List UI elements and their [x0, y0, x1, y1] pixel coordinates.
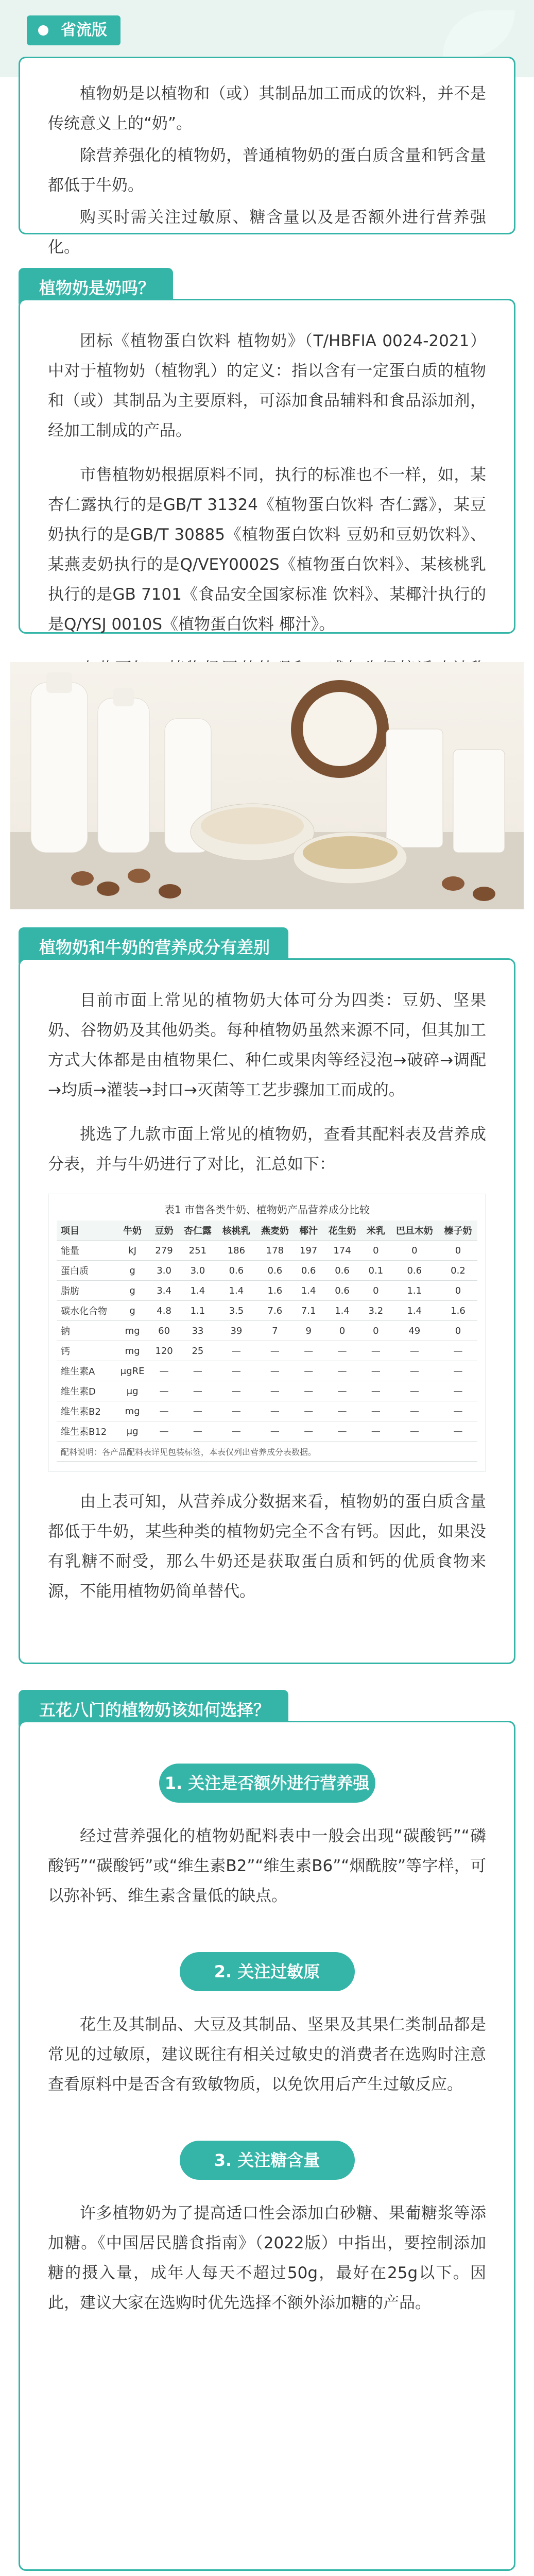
table-cell: —: [323, 1401, 361, 1421]
plant-milk-photo: [10, 662, 524, 909]
section-1-paragraph: 市售植物奶根据原料不同，执行的标准也不一样，如，某杏仁露执行的是GB/T 31324《植物蛋白饮料 杏仁露》，某豆奶执行的是GB/T 30885《植物蛋白饮料 豆奶和豆奶饮料》、某燕麦奶执行的是Q/VEY0002S《植物蛋白饮料》、某核桃乳执行的是GB 7101《食品安全国家标准 饮料》、某椰汁执行的是Q/YSJ 0010S《植物蛋白饮料 椰汁》。: [48, 466, 486, 634]
table-cell: 279: [150, 1241, 179, 1261]
tip-3-title: 3. 关注糖含量: [180, 2141, 355, 2180]
table-cell: 3.5: [217, 1301, 255, 1321]
table-row: [57, 1401, 477, 1421]
table-cell: 蛋白质: [57, 1261, 115, 1281]
table-cell: 0: [390, 1241, 439, 1261]
table-cell: —: [323, 1421, 361, 1442]
table-row: [57, 1301, 477, 1321]
tip-1-text: 经过营养强化的植物奶配料表中一般会出现“碳酸钙”“磷酸钙”“碳酸钙”或“维生素B2”“维生素B6”“烟酰胺”等字样，可以弥补钙、维生素含量低的缺点。: [48, 1827, 486, 1905]
table-cell: —: [150, 1421, 179, 1442]
table-header-cell: 项目: [57, 1221, 115, 1241]
table-row: [57, 1321, 477, 1341]
table-cell: —: [439, 1361, 477, 1381]
tip-1-title: 1. 关注是否额外进行营养强化: [159, 1764, 375, 1803]
section-1-title: 植物奶是奶吗？: [39, 278, 155, 298]
summary-line-2: 除营养强化的植物奶，普通植物奶的蛋白质含量和钙含量都低于牛奶。: [48, 146, 486, 195]
summary-line-1: 植物奶是以植物和（或）其制品加工而成的饮料，并不是传统意义上的“奶”。: [48, 84, 486, 133]
table-cell: —: [439, 1421, 477, 1442]
table-header-cell: 杏仁露: [178, 1221, 217, 1241]
table-cell: 120: [150, 1341, 179, 1361]
table-cell: g: [115, 1281, 150, 1301]
table-cell: 9: [294, 1321, 323, 1341]
summary-tag: [27, 15, 120, 45]
table-cell: 25: [178, 1341, 217, 1361]
table-cell: mg: [115, 1341, 150, 1361]
section-2-title: 植物奶和牛奶的营养成分有差别: [39, 938, 270, 957]
table-cell: 1.4: [390, 1301, 439, 1321]
table-cell: —: [361, 1401, 390, 1421]
table-cell: —: [439, 1381, 477, 1401]
table-cell: 0: [439, 1321, 477, 1341]
table-cell: 0.6: [294, 1261, 323, 1281]
plant-milk-illustration: [10, 662, 524, 909]
table-body: [57, 1241, 477, 1442]
table-cell: —: [178, 1361, 217, 1381]
table-cell: —: [390, 1341, 439, 1361]
table-cell: 4.8: [150, 1301, 179, 1321]
table-cell: 1.4: [178, 1281, 217, 1301]
table-header-cell: 花生奶: [323, 1221, 361, 1241]
table-cell: μg: [115, 1381, 150, 1401]
nutrition-table: [57, 1221, 477, 1462]
table-header-cell: 巴旦木奶: [390, 1221, 439, 1241]
leaf-decoration-icon: [443, 10, 515, 57]
summary-tag-label: 省流版: [61, 21, 107, 39]
table-row: [57, 1241, 477, 1261]
table-cell: 0.6: [390, 1261, 439, 1281]
table-cell: —: [255, 1361, 294, 1381]
table-cell: 0.1: [361, 1261, 390, 1281]
table-cell: g: [115, 1261, 150, 1281]
tag-dot-icon: [38, 25, 48, 36]
table-cell: —: [361, 1341, 390, 1361]
table-cell: 3.2: [361, 1301, 390, 1321]
table-header-cell: 燕麦奶: [255, 1221, 294, 1241]
table-cell: 1.4: [294, 1281, 323, 1301]
table-cell: g: [115, 1301, 150, 1321]
table-cell: 0.2: [439, 1261, 477, 1281]
table-header-cell: 牛奶: [115, 1221, 150, 1241]
table-cell: —: [294, 1361, 323, 1381]
table-cell: 3.0: [178, 1261, 217, 1281]
table-cell: —: [439, 1341, 477, 1361]
table-cell: —: [323, 1341, 361, 1361]
table-cell: 维生素B12: [57, 1421, 115, 1442]
table-cell: 1.6: [255, 1281, 294, 1301]
table-cell: 维生素A: [57, 1361, 115, 1381]
table-cell: —: [217, 1361, 255, 1381]
table-cell: 钠: [57, 1321, 115, 1341]
table-row: [57, 1381, 477, 1401]
table-row: [57, 1261, 477, 1281]
table-cell: —: [178, 1421, 217, 1442]
table-cell: 3.0: [150, 1261, 179, 1281]
table-cell: —: [390, 1401, 439, 1421]
table-cell: —: [390, 1361, 439, 1381]
table-cell: —: [294, 1381, 323, 1401]
table-cell: 1.1: [178, 1301, 217, 1321]
table-cell: mg: [115, 1401, 150, 1421]
table-cell: 1.4: [323, 1301, 361, 1321]
table-cell: 7.6: [255, 1301, 294, 1321]
table-cell: 3.4: [150, 1281, 179, 1301]
table-cell: —: [390, 1381, 439, 1401]
table-cell: 0.6: [323, 1261, 361, 1281]
table-cell: —: [390, 1421, 439, 1442]
table-cell: 33: [178, 1321, 217, 1341]
section-1-paragraph: 团标《植物蛋白饮料 植物奶》（T/HBFIA 0024-2021）中对于植物奶（植物乳）的定义：指以含有一定蛋白质的植物和（或）其制品为主要原料，可添加食品辅料和食品添加剂，经加工制成的产品。: [48, 332, 486, 440]
table-cell: —: [255, 1401, 294, 1421]
section-2-conclusion: 由上表可知，从营养成分数据来看，植物奶的蛋白质含量都低于牛奶，某些种类的植物奶完全不含有钙。因此，如果没有乳糖不耐受，那么牛奶还是获取蛋白质和钙的优质食物来源，不能用植物奶简单替代。: [48, 1493, 486, 1601]
table-cell: 39: [217, 1321, 255, 1341]
table-cell: —: [361, 1421, 390, 1442]
section-2-box: [19, 958, 515, 1664]
table-cell: 维生素D: [57, 1381, 115, 1401]
table-header-cell: 椰汁: [294, 1221, 323, 1241]
table-cell: 49: [390, 1321, 439, 1341]
table-cell: —: [217, 1341, 255, 1361]
table-cell: —: [217, 1401, 255, 1421]
table-cell: 钙: [57, 1341, 115, 1361]
table-header-cell: 榛子奶: [439, 1221, 477, 1241]
table-row: [57, 1361, 477, 1381]
table-cell: —: [150, 1401, 179, 1421]
table-cell: —: [323, 1361, 361, 1381]
table-cell: —: [217, 1421, 255, 1442]
table-cell: 能量: [57, 1241, 115, 1261]
table-cell: 0.6: [255, 1261, 294, 1281]
table-cell: 0: [323, 1321, 361, 1341]
section-3-title: 五花八门的植物奶该如何选择？: [39, 1700, 270, 1720]
table-cell: —: [361, 1361, 390, 1381]
table-cell: —: [255, 1381, 294, 1401]
section-2-paragraph: 目前市面上常见的植物奶大体可分为四类：豆奶、坚果奶、谷物奶及其他奶类。每种植物奶虽然来源不同，但其加工方式大体都是由植物果仁、种仁或果肉等经浸泡→破碎→调配→均质→灌装→封口→灭菌等工艺步骤加工而成的。: [48, 991, 486, 1099]
table-cell: 7.1: [294, 1301, 323, 1321]
table-cell: μgRE: [115, 1361, 150, 1381]
table-title: 表1 市售各类牛奶、植物奶产品营养成分比较: [164, 1204, 370, 1216]
summary-line-3: 购买时需关注过敏原、糖含量以及是否额外进行营养强化。: [48, 208, 486, 257]
table-row: [57, 1421, 477, 1442]
table-cell: 0: [361, 1281, 390, 1301]
nutrition-table-card: [48, 1194, 486, 1471]
tip-2-text: 花生及其制品、大豆及其制品、坚果及其果仁类制品都是常见的过敏原，建议既往有相关过敏史的消费者在选购时注意查看原料中是否含有致敏物质，以免饮用后产生过敏反应。: [48, 2015, 486, 2094]
table-cell: 碳水化合物: [57, 1301, 115, 1321]
tip-3-text: 许多植物奶为了提高适口性会添加白砂糖、果葡糖浆等添加糖。《中国居民膳食指南》（2022版）中指出，要控制添加糖的摄入量，成年人每天不超过50g，最好在25g以下。因此，建议大家在选购时优先选择不额外添加糖的产品。: [48, 2204, 486, 2312]
table-header-row: [57, 1221, 477, 1241]
table-cell: 251: [178, 1241, 217, 1261]
table-cell: 1.1: [390, 1281, 439, 1301]
table-row: [57, 1341, 477, 1361]
table-cell: —: [255, 1341, 294, 1361]
table-cell: 0: [361, 1241, 390, 1261]
tip-2-title: 2. 关注过敏原: [180, 1952, 355, 1991]
table-cell: 7: [255, 1321, 294, 1341]
table-cell: —: [150, 1381, 179, 1401]
table-cell: 0: [361, 1321, 390, 1341]
table-note: 配料说明：各产品配料表详见包装标签，本表仅列出营养成分表数据。: [57, 1442, 477, 1462]
table-cell: —: [323, 1381, 361, 1401]
table-cell: —: [361, 1381, 390, 1401]
table-header-cell: 核桃乳: [217, 1221, 255, 1241]
table-cell: —: [178, 1401, 217, 1421]
table-row: [57, 1281, 477, 1301]
table-cell: —: [150, 1361, 179, 1381]
table-header-cell: 米乳: [361, 1221, 390, 1241]
table-cell: —: [217, 1381, 255, 1401]
table-cell: 174: [323, 1241, 361, 1261]
table-cell: —: [255, 1421, 294, 1442]
table-cell: —: [439, 1401, 477, 1421]
table-cell: —: [294, 1421, 323, 1442]
section-3-box: [19, 1721, 515, 2571]
table-cell: 0.6: [217, 1261, 255, 1281]
summary-box: [19, 57, 515, 257]
section-1-box: [19, 299, 515, 634]
table-cell: 60: [150, 1321, 179, 1341]
table-cell: 维生素B2: [57, 1401, 115, 1421]
table-cell: —: [178, 1381, 217, 1401]
table-cell: 178: [255, 1241, 294, 1261]
table-cell: —: [294, 1341, 323, 1361]
table-cell: 0: [439, 1281, 477, 1301]
table-header-cell: 豆奶: [150, 1221, 179, 1241]
table-cell: —: [294, 1401, 323, 1421]
section-2-paragraph: 挑选了九款市面上常见的植物奶，查看其配料表及营养成分表，并与牛奶进行了对比，汇总如下：: [48, 1125, 486, 1174]
table-note-row: [57, 1442, 477, 1462]
table-cell: 186: [217, 1241, 255, 1261]
table-cell: 0: [439, 1241, 477, 1261]
table-cell: 脂肪: [57, 1281, 115, 1301]
table-cell: mg: [115, 1321, 150, 1341]
table-cell: kJ: [115, 1241, 150, 1261]
table-cell: μg: [115, 1421, 150, 1442]
table-cell: 0.6: [323, 1281, 361, 1301]
table-cell: 1.6: [439, 1301, 477, 1321]
table-cell: 1.4: [217, 1281, 255, 1301]
table-cell: 197: [294, 1241, 323, 1261]
